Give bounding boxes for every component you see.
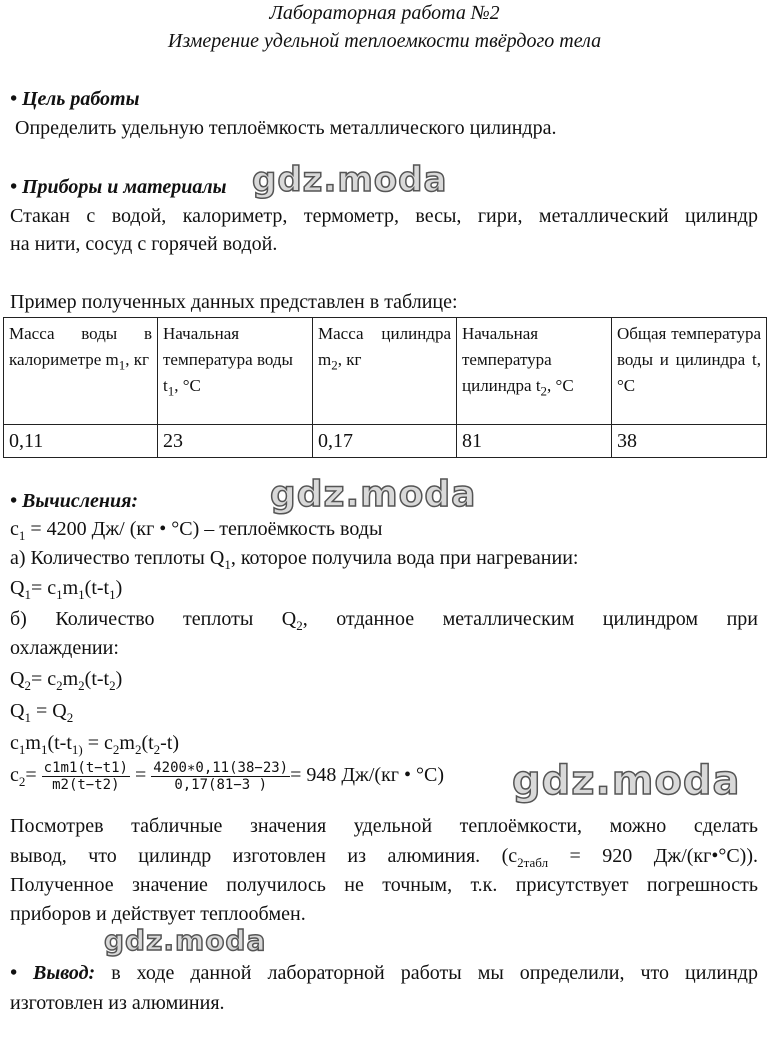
watermark: gdz.moda [104,924,267,957]
materials-line1: Стакан с водой, калориметр, термометр, весы, гири, металлический цилиндр [10,205,758,227]
value-cell: 23 [158,425,313,458]
heat-balance: $Q_1 = Q_2$ [10,700,74,725]
watermark: gdz.moda [252,160,448,200]
analysis-line3: Полученное значение получилось не точным, т.к. присутствует погрешность [10,874,758,896]
output-line1: • Вывод: в ходе данной лабораторной работы мы определили, что цилиндр [10,962,758,984]
q2-description: б) Количество теплоты $Q_2$, отданное металлическим цилиндром при [10,608,758,633]
fraction-numeric: $\frac{4200∗0,11(38-23)}{0,17(81-3 )}$ [153,760,289,793]
table-header-row [4,318,767,425]
analysis-line1: Посмотрев табличные значения удельной теплоёмкости, можно сделать [10,815,758,837]
header-cell-temp-cylinder: Начальная температура цилиндра $t_2$, °С [457,318,612,425]
analysis-line2: вывод, что цилиндр изготовлен из алюминия. ($c_{2табл} = 920$ Дж/(кг•°С)). [10,845,758,870]
goal-heading: • Цель работы [10,88,140,110]
c2-formula: $c_2=$ $\frac{c1m1(t-t1)}{m2(t-t2)}$ = $\frac{4200∗0,11(38-23)}{0,17(81-3 )}$ = 948 Дж/(кг • °С) [10,760,444,793]
value-cell: 81 [457,425,612,458]
header-cell-temp-water: Начальная температура воды $t_1$, °С [158,318,313,425]
lab-title: Лабораторная работа №2 [269,2,500,24]
q2-formula: $Q_2= c_2m_2(t-t_2)$ [10,668,123,693]
watermark: gdz.moda [270,474,477,515]
c2-result: = 948 Дж/(кг • °С) [290,764,444,787]
table-row [4,425,767,458]
output-line2: изготовлен из алюминия. [10,992,225,1014]
analysis-line4: приборов и действует теплообмен. [10,903,306,925]
goal-text: Определить удельную теплоёмкость металлического цилиндра. [15,117,557,139]
c1-line: $c_1 = 4200$ Дж/ (кг • °С) – теплоёмкость воды [10,518,383,543]
value-cell: 0,17 [313,425,457,458]
value-cell: 38 [612,425,767,458]
header-cell-total-temp: Общая температура воды и цилиндра t, °С [612,318,767,425]
materials-line2: на нити, сосуд с горячей водой. [10,233,278,255]
table-intro: Пример полученных данных представлен в таблице: [10,291,458,313]
heat-balance-expanded: $c_1m_1(t-t_{1)} = c_2m_2(t_2-t)$ [10,732,180,757]
q1-formula: $Q_1= c_1m_1(t-t_1)$ [10,577,123,602]
value-cell: 0,11 [4,425,158,458]
fraction-symbolic: $\frac{c1m1(t-t1)}{m2(t-t2)}$ [43,760,128,793]
materials-heading: • Приборы и материалы [10,176,227,198]
q2-description-cont: охлаждении: [10,637,119,659]
calc-heading: • Вычисления: [10,490,139,512]
lab-subtitle: Измерение удельной теплоемкости твёрдого тела [167,30,602,52]
data-table [3,317,767,458]
q1-description: а) Количество теплоты $Q_1$, которое получила вода при нагревании: [10,547,579,572]
header-cell-mass-cylinder: Масса цилиндра $m_2$, кг [313,318,457,425]
header-cell-mass-water: Масса воды в калориметре $m_1$, кг [4,318,158,425]
watermark: gdz.moda [512,758,741,804]
